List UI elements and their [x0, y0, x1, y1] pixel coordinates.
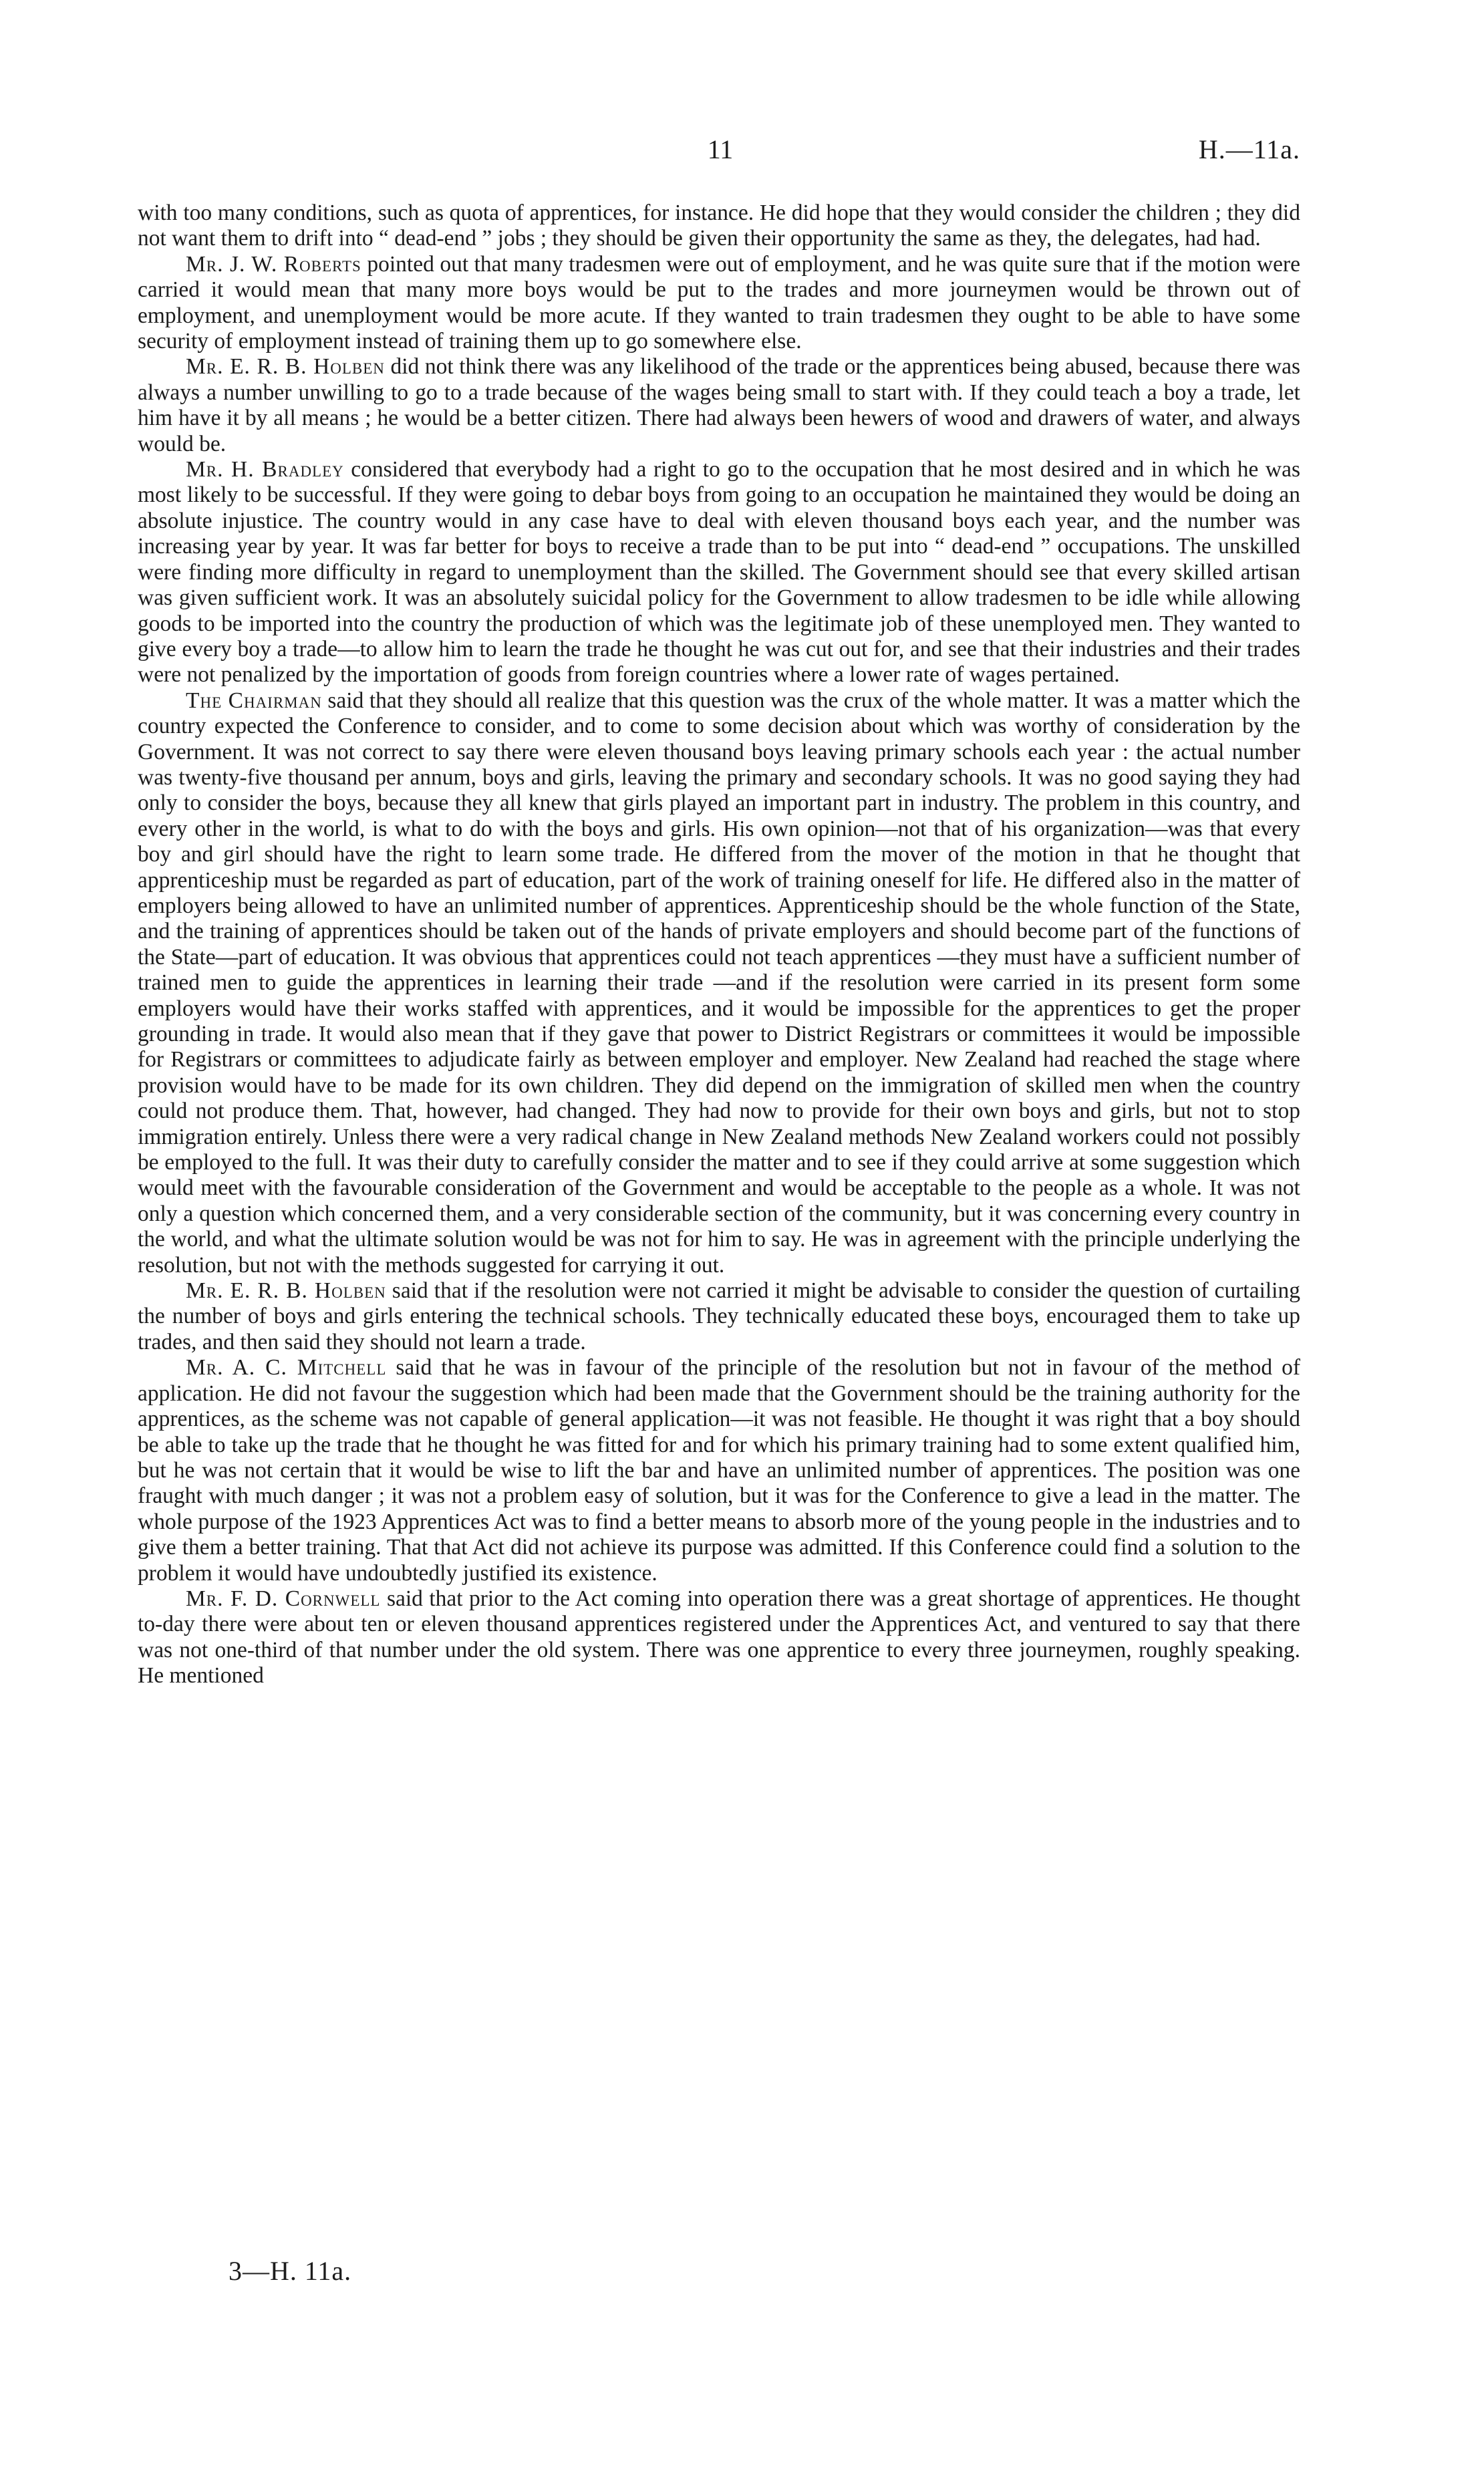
paragraph: [138, 1278, 1300, 1355]
speaker-name: Mr. E. R. B. Holben: [186, 1278, 386, 1304]
paragraph: [138, 1586, 1300, 1689]
speaker-name: The Chairman: [186, 688, 322, 713]
paragraph: [138, 457, 1300, 688]
paragraph-text: said that they should all realize that this question was the crux of the whole matter. It was a matter which the country expected the Conference to consider, and to come to some decision about which was worthy of consideration by the Government. It was not correct to say there were eleven thousand boys leaving primary schools each year : the actual number was twenty-five thousand per annum, boys and girls, leaving the primary and secondary schools. It was no good saying they had only to consider the boys, because they all knew that girls played an important part in industry. The problem in this country, and every other in the world, is what to do with the boys and girls. His own opinion—not that of his organization—was that every boy and girl should have the right to learn some trade. He differed from the mover of the motion in that he thought that apprenticeship must be regarded as part of education, part of the work of training oneself for life. He differed also in the matter of employers being allowed to have an unlimited number of apprentices. Apprenticeship should be the whole function of the State, and the training of apprentices should be taken out of the hands of private employers and should become part of the functions of the State—part of education. It was obvious that apprentices could not teach apprentices —they must have a sufficient number of trained men to guide the apprentices in learning their trade —and if the resolution were carried in its present form some employers would have their works staffed with apprentices, and it would be impossible for the apprentices to get the proper grounding in trade. It would also mean that if they gave that power to District Registrars or committees it would be impossible for Registrars or committees to adjudicate fairly as between employer and employer. New Zealand had reached the stage where provision would have to be made for its own children. They did depend on the immigration of skilled men when the country could not produce them. That, however, had changed. They had now to provide for their own boys and girls, but not to stop immigration entirely. Unless there were a very radical change in New Zealand methods New Zealand workers could not possibly be employed to the full. It was their duty to carefully consider the matter and to see if they could arrive at some suggestion which would meet with the favourable consideration of the Government and would be acceptable to the people as a whole. It was not only a question which concerned them, and a very considerable section of the community, but it was concerning every country in the world, and what the ultimate solution would be was not for him to say. He was in agreement with the principle underlying the resolution, but not with the methods suggested for carrying it out.: [138, 688, 1300, 1278]
paragraph-text: pointed out that many tradesmen were out of employment, and he was quite sure that if the motion were carried it would mean that many more boys would be put to the trades and more journeymen would be thrown out of employment, and unemployment would be more acute. If they wanted to train tradesmen they ought to be able to have some security of employment instead of training them up to go somewhere else.: [138, 251, 1300, 354]
speaker-name: Mr. J. W. Roberts: [186, 251, 361, 277]
page-number: 11: [707, 134, 734, 164]
paragraph-text: said that prior to the Act coming into operation there was a great shortage of apprentices. He thought to-day there were about ten or eleven thousand apprentices registered under the Apprentices Act, and ventured to say that there was not one-third of that number under the old system. There was one apprentice to every three journeymen, roughly speaking. He mentioned: [138, 1586, 1301, 1689]
paragraph: [138, 1355, 1300, 1586]
page-header: [140, 134, 1300, 174]
paragraph-text: said that he was in favour of the principle of the resolution but not in favour of the method of application. He did not favour the suggestion which had been made that the Government should be the training authority for the apprentices, as the scheme was not capable of general application—it was not feasible. He thought it was right that a boy should be able to take up the trade that he thought he was fitted for and for which his primary training had to some extent qualified him, but he was not certain that it would be wise to lift the bar and have an unlimited number of apprentices. The position was one fraught with much danger ; it was not a problem easy of solution, but it was for the Conference to give a lead in the matter. The whole purpose of the 1923 Apprentices Act was to find a better means to absorb more of the young people in the industries and to give them a better training. That that Act did not achieve its purpose was admitted. If this Conference could find a solution to the problem it would have undoubtedly justified its existence.: [138, 1355, 1300, 1586]
paragraph-text: did not think there was any likelihood of the trade or the apprentices being abused, because there was always a number unwilling to go to a trade because of the wages being small to start with. If they could teach a boy a trade, let him have it by all means ; he would be a better citizen. There had always been hewers of wood and drawers of water, and always would be.: [138, 354, 1300, 456]
speaker-name: Mr. F. D. Cornwell: [186, 1586, 381, 1611]
speaker-name: Mr. H. Bradley: [186, 457, 344, 482]
document-code: H.—11a.: [1198, 134, 1300, 164]
paragraph: [138, 688, 1300, 1278]
paragraph: [138, 354, 1300, 457]
paragraph: [138, 252, 1300, 355]
speaker-name: Mr. E. R. B. Holben: [186, 354, 385, 380]
paragraph-text: with too many conditions, such as quota of apprentices, for instance. He did hope that they would consider the children ; they did not want them to drift into “ dead-end ” jobs ; they should be given their opportunity the same as they, the delegates, had had.: [138, 200, 1300, 251]
body-text: [138, 200, 1300, 1689]
paragraph-text: considered that everybody had a right to go to the occupation that he most desired and in which he was most likely to be successful. If they were going to debar boys from going to an occupation he maintained they would be doing an absolute injustice. The country would in any case have to deal with eleven thousand boys each year, and the number was increasing year by year. It was far better for boys to receive a trade than to be put into “ dead-end ” occupations. The unskilled were finding more difficulty in regard to unemployment than the skilled. The Government should see that every skilled artisan was given sufficient work. It was an absolutely suicidal policy for the Government to allow tradesmen to be idle while allowing goods to be imported into the country the production of which was the legitimate job of these unemployed men. They wanted to give every boy a trade—to allow him to learn the trade he thought he was cut out for, and see that their industries and their trades were not penalized by the importation of goods from foreign countries where a lower rate of wages pertained.: [138, 457, 1300, 688]
paragraph: [138, 200, 1300, 252]
speaker-name: Mr. A. C. Mitchell: [186, 1355, 387, 1380]
printer-signature-mark: 3—H. 11a.: [229, 2256, 352, 2286]
paragraph-text: said that if the resolution were not carried it might be advisable to consider the question of curtailing the number of boys and girls entering the technical schools. They technically educated these boys, encouraged them to take up trades, and then said they should not learn a trade.: [138, 1278, 1300, 1354]
